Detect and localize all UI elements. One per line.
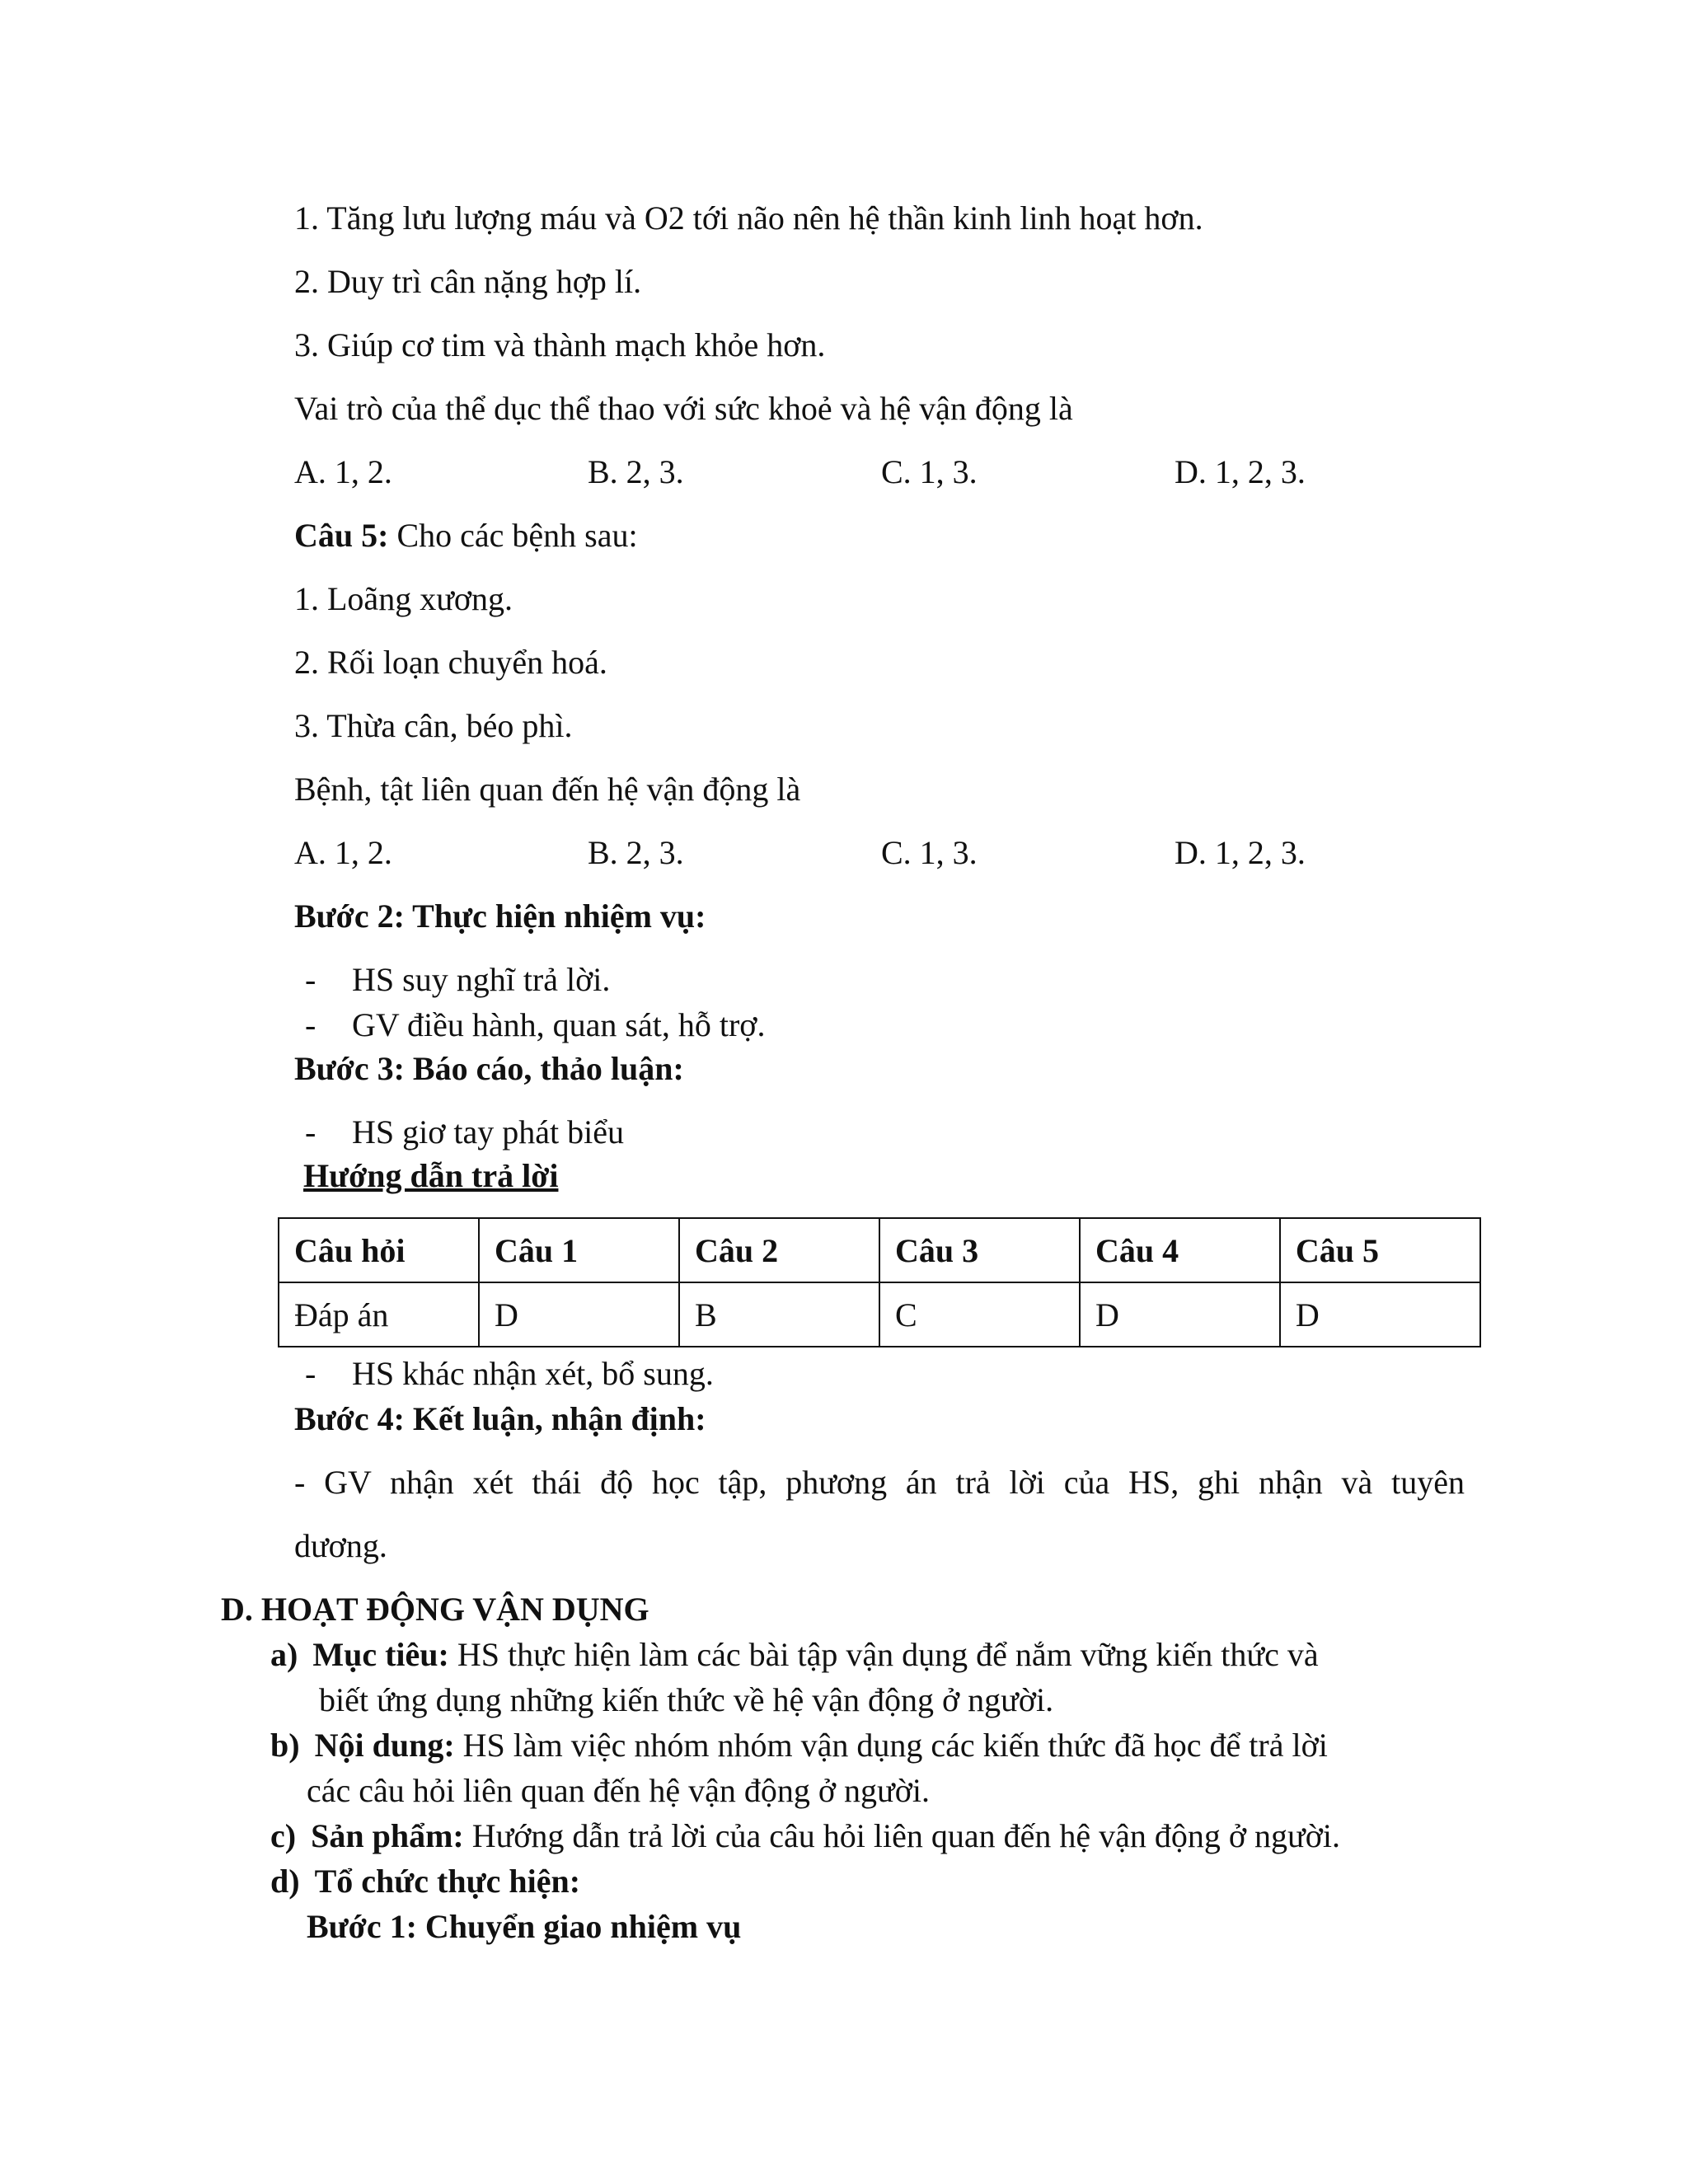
q4-option-c: C. 1, 3. [881,453,978,490]
q5-option-d: D. 1, 2, 3. [1175,834,1306,871]
section-d-b-line-1 [270,1726,1328,1765]
q5-item-2: 2. Rối loạn chuyển hoá. [294,644,607,681]
step2-bullet-1: HS suy nghĩ trả lời. [352,961,611,998]
q4-option-d: D. 1, 2, 3. [1175,453,1306,490]
step3-bullet-1: HS giơ tay phát biểu [352,1113,624,1151]
section-d-a-line-1 [270,1635,1319,1675]
table-row [279,1282,1480,1347]
section-d-step1: Bước 1: Chuyển giao nhiệm vụ [307,1908,742,1945]
q5-label: Câu 5: [294,517,389,554]
section-d-c-text: Hướng dẫn trả lời của câu hỏi liên quan đến hệ vận động ở người. [463,1817,1340,1854]
step2-title: Bước 2: Thực hiện nhiệm vụ: [294,898,706,935]
table-header-cell: Câu 1 [479,1218,679,1282]
q5-intro: Cho các bệnh sau: [388,517,638,554]
q4-item-1: 1. Tăng lưu lượng máu và O2 tới não nên hệ thần kinh linh hoạt hơn. [294,199,1203,237]
section-d-a-label: a) [270,1636,298,1673]
section-d-b-text: HS làm việc nhóm nhóm vận dụng các kiến thức đã học để trả lời [454,1727,1328,1764]
bullet-dash: - [305,961,316,998]
step2-bullet-2: GV điều hành, quan sát, hỗ trợ. [352,1006,766,1043]
bullet-dash: - [305,1355,316,1392]
section-d-c-label: c) [270,1817,297,1854]
section-d-a-text: HS thực hiện làm các bài tập vận dụng để nắm vững kiến thức và [448,1636,1319,1673]
q5-item-3: 3. Thừa cân, béo phì. [294,707,573,744]
table-cell: C [879,1282,1080,1347]
table-header-cell: Câu 2 [679,1218,879,1282]
table-header-cell: Câu 4 [1080,1218,1280,1282]
bullet-dash: - [305,1113,316,1151]
q5-item-1: 1. Loãng xương. [294,580,513,617]
step3-after-bullet: HS khác nhận xét, bổ sung. [352,1355,714,1392]
q4-option-b: B. 2, 3. [588,453,684,490]
table-header-cell: Câu hỏi [279,1218,479,1282]
table-cell: D [479,1282,679,1347]
q5-option-a: A. 1, 2. [294,834,392,871]
answer-table [278,1217,1481,1347]
q5-stem: Bệnh, tật liên quan đến hệ vận động là [294,771,801,808]
section-d-c-bold: Sản phẩm: [311,1817,464,1854]
table-cell: Đáp án [279,1282,479,1347]
bullet-dash: - [305,1006,316,1043]
section-d-d-bold: Tổ chức thực hiện: [314,1863,581,1900]
q4-stem: Vai trò của thể dục thể thao với sức khoẻ và hệ vận động là [294,390,1073,427]
step4-title: Bước 4: Kết luận, nhận định: [294,1400,706,1437]
section-d-b-line-2: các câu hỏi liên quan đến hệ vận động ở người. [307,1772,930,1809]
q5-option-c: C. 1, 3. [881,834,978,871]
q4-option-a: A. 1, 2. [294,453,392,490]
table-header-cell: Câu 3 [879,1218,1080,1282]
section-d-d-line [270,1862,580,1901]
answer-guide-title: Hướng dẫn trả lời [303,1157,559,1194]
step3-title: Bước 3: Báo cáo, thảo luận: [294,1050,684,1087]
q4-item-2: 2. Duy trì cân nặng hợp lí. [294,263,642,300]
section-d-c-line [270,1816,1340,1856]
table-cell: B [679,1282,879,1347]
section-d-b-bold: Nội dung: [314,1727,455,1764]
step4-text-line-1: - GV nhận xét thái độ học tập, phương án trả lời của HS, ghi nhận và tuyên [294,1464,1465,1501]
table-cell: D [1280,1282,1480,1347]
step4-text-line-2: dương. [294,1527,387,1564]
section-d-b-label: b) [270,1727,300,1764]
section-d-a-bold: Mục tiêu: [312,1636,449,1673]
section-d-d-label: d) [270,1863,300,1900]
table-header-cell: Câu 5 [1280,1218,1480,1282]
table-cell: D [1080,1282,1280,1347]
table-header-row [279,1218,1480,1282]
q4-item-3: 3. Giúp cơ tim và thành mạch khỏe hơn. [294,326,826,363]
q5-heading [294,516,638,555]
q5-option-b: B. 2, 3. [588,834,684,871]
section-d-a-line-2: biết ứng dụng những kiến thức về hệ vận động ở người. [319,1681,1054,1718]
section-d-title: D. HOẠT ĐỘNG VẬN DỤNG [221,1591,649,1628]
